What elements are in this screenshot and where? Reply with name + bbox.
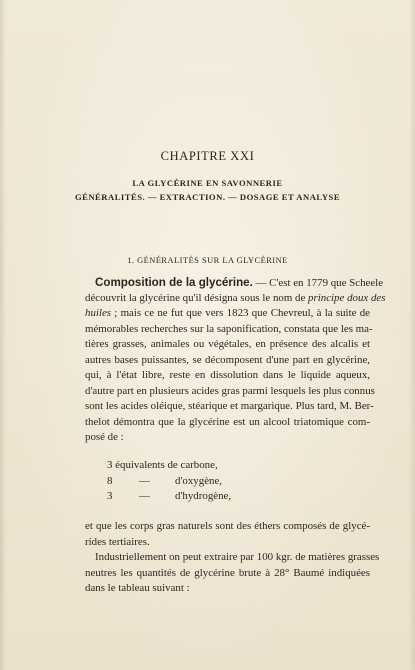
paragraph2-line1: et que les corps gras naturels sont des éthers composés de glycé- bbox=[85, 520, 370, 532]
paragraph3-line1: Industriellement on peut extraire par 100 kgr. de matières grasses bbox=[95, 551, 380, 563]
formula-row-oxygen-dash: — bbox=[139, 475, 150, 487]
formula-row-hydrogen-count: 3 bbox=[107, 490, 113, 502]
paragraph1-line3: huiles ; mais ce ne fut que vers 1823 que Chevreul, à la suite de bbox=[85, 307, 370, 319]
formula-row-hydrogen-label: d'hydrogène, bbox=[175, 490, 232, 502]
paragraph3-line3: dans le tableau suivant : bbox=[85, 582, 190, 594]
formula-row-oxygen-count: 8 bbox=[107, 475, 113, 487]
page-left-edge bbox=[0, 0, 6, 670]
paragraph3-line2: neutres les quantités de glycérine brute à 28° Baumé indiquées bbox=[85, 567, 370, 579]
paragraph1-line6: autres bases puissantes, se décomposent d'une part en glycérine, bbox=[85, 354, 370, 366]
paragraph1-line8: d'autre part en plusieurs acides gras parmi lesquels les plus connus bbox=[85, 385, 375, 397]
paragraph-lead: Composition de la glycérine. bbox=[95, 276, 253, 289]
formula-row-oxygen-label: d'oxygène, bbox=[175, 475, 223, 487]
chapter-subtitle-1: LA GLYCÉRINE EN SAVONNERIE bbox=[132, 178, 283, 188]
paragraph1-line9: sont les acides oléique, stéarique et margarique. Plus tard, M. Ber- bbox=[85, 400, 374, 412]
page-right-edge bbox=[409, 0, 415, 670]
chapter-title: CHAPITRE XXI bbox=[160, 149, 255, 163]
paragraph2-line2: rides tertiaires. bbox=[85, 536, 150, 548]
paragraph1-line11: posé de : bbox=[85, 431, 124, 443]
paragraph1-line5: tières grasses, animales ou végétales, en présence des alcalis et bbox=[85, 338, 370, 350]
paragraph1-line7: qui, à l'état libre, reste en dissolution dans le liquide aqueux, bbox=[85, 369, 370, 381]
section-heading: 1. GÉNÉRALITÉS SUR LA GLYCÉRINE bbox=[127, 256, 288, 265]
formula-row-carbon: 3 équivalents de carbone, bbox=[107, 459, 218, 471]
formula-row-hydrogen-dash: — bbox=[139, 490, 150, 502]
paragraph1-line4: mémorables recherches sur la saponification, constata que les ma- bbox=[85, 323, 373, 335]
chapter-subtitle-2: GÉNÉRALITÉS. — EXTRACTION. — DOSAGE ET ANALYSE bbox=[74, 192, 341, 202]
paragraph1-line10: thelot démontra que la glycérine est un alcool triatomique com- bbox=[85, 416, 370, 428]
paragraph1-line1: Composition de la glycérine. — C'est en 1779 que Scheele bbox=[95, 276, 384, 289]
paragraph1-line2: découvrit la glycérine qu'il désigna sous le nom de principe doux des bbox=[85, 292, 386, 304]
